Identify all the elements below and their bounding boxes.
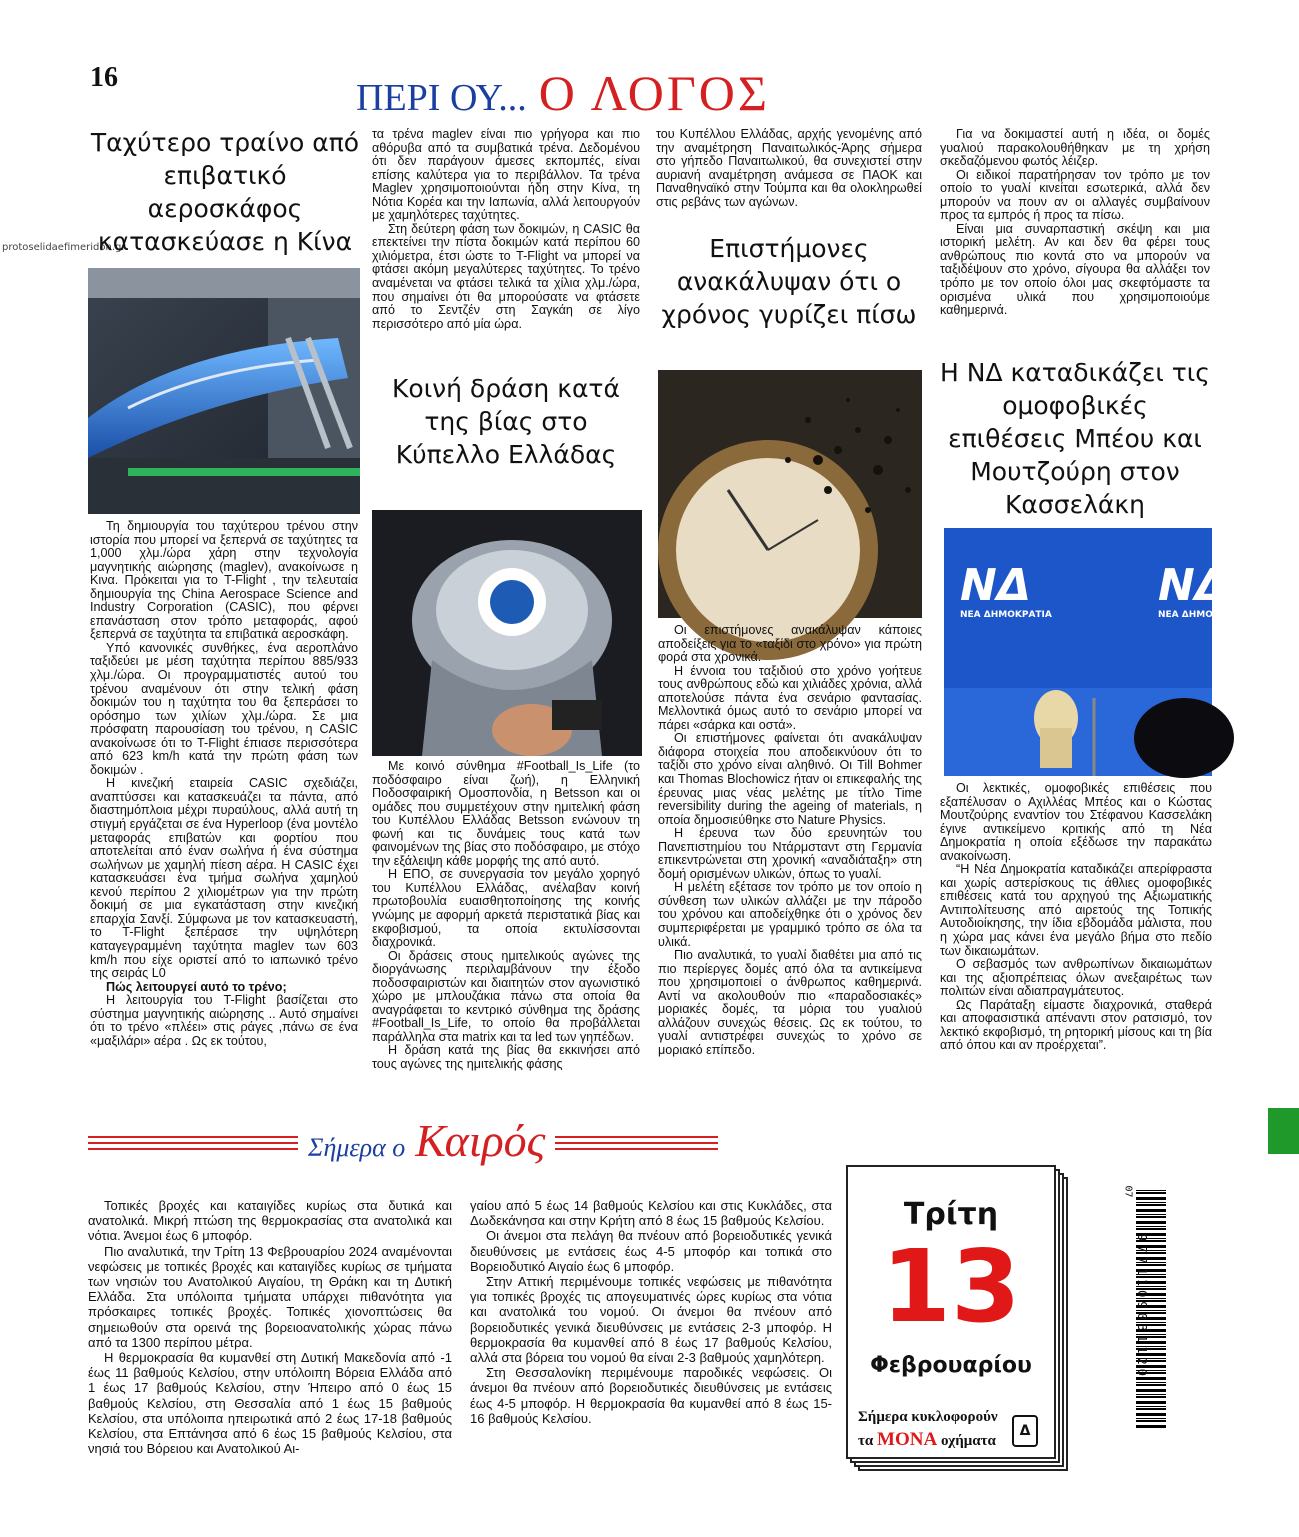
watermark: protoselidaefimeridon.gr bbox=[2, 242, 126, 253]
calendar-note-line2: τα ΜΟΝΑ οχήματα bbox=[858, 1429, 996, 1450]
nd-press-room-photo bbox=[944, 528, 1229, 776]
weather-title-big: Καιρός bbox=[415, 1115, 546, 1166]
weather-title bbox=[298, 1114, 555, 1167]
article-train-column2: τα τρένα maglev είναι πιο γρήγορα και πιο αθόρυβα από τα συμβατικά τρένα. Δεδομένου ότι δεν παράγουν άμεσες εκπομπές, είναι επίσης καλύτερα για το περιβάλλον. Τα τρένα Maglev χρησιμοποιούνται ήδη στην Κίνα, τη Νότια Κορέα και την Ιαπωνία, αλλά λειτουργούν με χαμηλότερες ταχύτητες. Στη δεύτερη φάση των δοκιμών, η CASIC θα επεκτείνει την πίστα δοκιμών κατά περίπου 60 χιλιόμετρα, έτσι ώστε το T-Flight να μπορεί να φτάσει ακόμη μεγαλύτερες ταχύτητες. Το τρένο αναμένεται να φτάσει τελικά τα χίλια χλμ./ώρα, που σημαίνει ότι θα μπορούσατε να φτάσετε από το Σεντζέν στη Σαγκάη σε λίγο περισσότερο από μία ώρα. bbox=[372, 127, 640, 331]
article-time-continued: Για να δοκιμαστεί αυτή η ιδέα, οι δομές γυαλιού παρακολουθήθηκαν με τη χρήση σκεδαζόμενου φωτός λέιζερ. Οι ειδικοί παρατήρησαν τον τρόπο με τον οποίο το γυαλί κινείται εσωτερικά, αλλά δεν μπορούν να πουν αν οι αλλαγές συμβαίνουν προς τα εμπρός ή προς τα πίσω. Είναι μια συναρπαστική σκέψη και μια ιστορική μελέτη. Αν και δεν θα φέρει τους ανθρώπους πιο κοντά στο να μπορούν να ταξιδέψουν στο χρόνο, σίγουρα θα αλλάξει τον τρόπο με τον οποίο όλοι μας σκεφτόμαστε τα ορισμένα υλικά που χρησιμοποιούμε καθημερινά. bbox=[940, 127, 1210, 318]
weather-section-banner bbox=[88, 1115, 718, 1166]
calendar-date: 13 bbox=[881, 1228, 1021, 1345]
nd-logo-right: ΝΔ bbox=[1158, 560, 1229, 611]
calendar-month: Φεβρουαρίου bbox=[870, 1353, 1032, 1378]
barcode-issue: 07 bbox=[1122, 1185, 1134, 1198]
masthead-right: Ο ΛΟΓΟΣ bbox=[538, 65, 771, 121]
article-train-subhead: Πώς λειτουργεί αυτό το τρένο; bbox=[106, 979, 287, 994]
nd-logo-left-sub: ΝΕΑ ΔΗΜΟΚΡΑΤΙΑ bbox=[960, 610, 1052, 620]
article-time-headline: Επιστήμονες ανακάλυψαν ότι ο χρόνος γυρίζει πίσω bbox=[661, 234, 917, 329]
calendar-day: Τρίτη bbox=[903, 1197, 999, 1232]
green-edge-tab bbox=[1268, 1108, 1299, 1154]
article-time-column: Οι επιστήμονες ανακάλυψαν κάποιες αποδείξεις για το «ταξίδι στο χρόνο» για πρώτη φορά στα χρονικά. Η έννοια του ταξιδιού στο χρόνο γοήτευε τους ανθρώπους εδώ και χιλιάδες χρόνια, αλλά αποτελούσε πάντα ένα σενάριο φαντασίας. Μελλοντικά όμως αυτό το σενάριο μπορεί να πάρει «σάρκα και οστά». Οι επιστήμονες φαίνεται ότι ανακάλυψαν διάφορα στοιχεία που αποδεικνύουν ότι το ταξίδι στο χρόνο είναι αληθινό. Οι Till Bohmer και Thomas Blochowicz ήταν οι επικεφαλής της έρευνας μιας νέας μελέτης με τίτλο Time reversibility during the ageing of materials, η οποία δημοσιεύθηκε στο Nature Physics. Η έρευνα των δύο ερευνητών του Πανεπιστημίου του Ντάρμσταντ στη Γερμανία επικεντρώνεται στη χρονική «αναδιάταξη» στη δομή ορισμένων υλικών, όπως το γυαλί. Η μελέτη εξέτασε τον τρόπο με τον οποίο η σύνθεση των υλικών αλλάζει με την πάροδο του χρόνου και αποδείχθηκε ότι ο χρόνος δεν συμπεριφέρεται με γραμμικό τρόπο σε όλα τα υλικά. Πιο αναλυτικά, το γυαλί διαθέτει μια από τις πιο περίεργες δομές από όλα τα αντικείμενα που χρησιμοποιεί ο άνθρωπος καθημερινά. Αντί να ακολουθούν πιο «παραδοσιακές» μοριακές δομές, τα μόρια του γυαλιού αλλάζουν συνεχώς θέσεις. Ως εκ τούτου, το γυαλί αντιστρέφει συνεχώς το χρόνο σε μοριακό επίπεδο. bbox=[658, 623, 922, 1057]
article-nd-headline: Η ΝΔ καταδικάζει τις ομοφοβικές επιθέσεις Μπέου και Μουτζούρη στον Κασσελάκη bbox=[940, 358, 1210, 519]
clock-disintegrating-photo bbox=[658, 370, 922, 618]
weather-column1: Τοπικές βροχές και καταιγίδες κυρίως στα δυτικά και ανατολικά. Μικρή πτώση της θερμοκρασίας στα ανατολικά και νότια. Άνεμοι έως 6 μποφόρ. Πιο αναλυτικά, την Τρίτη 13 Φεβρουαρίου 2024 αναμένονται νεφώσεις με τοπικές βροχές και καταιγίδες κυρίως σε τμήματα των νησιών του Ανατολικού Αιγαίου, τη Θράκη και τη Δυτική Ελλάδα. Στα υπόλοιπα τμήματα υπάρχει πιθανότητα για πρόσκαιρες τοπικές βροχές. Τοπικές χιονοπτώσεις θα σημειωθούν στα ορεινά της βορειοανατολικής χώρας πάνω από τα 1300 περίπου μέτρα. Η θερμοκρασία θα κυμανθεί στη Δυτική Μακεδονία από -1 έως 11 βαθμούς Κελσίου, στην υπόλοιπη Βόρεια Ελλάδα από 1 έως 17 βαθμούς Κελσίου, στην Ήπειρο από 0 έως 15 βαθμούς Κελσίου, στη Θεσσαλία από 1 έως 15 βαθμούς Κελσίου, στα υπόλοιπα ηπειρωτικά από 2 έως 17-18 βαθμούς Κελσίου, στα Επτάνησα από 6 έως 15 βαθμούς Κελσίου, στα νησιά του Βόρειου και Ανατολικού Αι- bbox=[88, 1198, 452, 1457]
calendar-note-line1: Σήμερα κυκλοφορούν bbox=[858, 1409, 998, 1425]
weather-title-small: Σήμερα ο bbox=[308, 1133, 406, 1162]
barcode-number: 9771109031120 bbox=[1135, 1234, 1149, 1380]
article-train-column1: Τη δημιουργία του ταχύτερου τρένου στην ιστορία που μπορεί να ξεπερνά σε ταχύτητες τα 1,000 χλμ./ώρα χάρη στην τεχνολογία μαγνητικής αιώρησης (maglev), ανακοίνωσε η Κινα. Πρόκειται για το T-Flight , την τελευταία δημιουργία της China Aerospace Science and Industry Corporation (CASIC), που φέρνει επανάσταση στον τρόπο μεταφοράς, αφού ξεπερνά σε ταχύτητα τα επιβατικά αεροσκάφη. Υπό κανονικές συνθήκες, ένα αεροπλάνο ταξιδεύει με μέση ταχύτητα περίπου 885/933 χλμ./ώρα. Οι προγραμματιστές αυτού του τρένου αναμένουν ότι στην τελική φάση δοκιμών του η ταχύτητα του θα ξεπεράσει το ορόσημο των χιλίων χλμ./ώρα. Σε μια πρόσφατη παρουσίαση του τρένου, η CASIC ανακοίνωσε ότι το T-Flight έπιασε περισσότερα από 623 km/h κατά την πρώτη φάση των δοκιμών . Η κινεζική εταιρεία CASIC σχεδιάζει, αναπτύσσει και κατασκευάζει τα πάντα, από διαστημόπλοια μέχρι πυραύλους, αλλά αυτή τη στιγμή εργάζεται σε ένα Hyperloop (ένα μοντέλο μεταφοράς επιβατών και φορτίου που αποτελείται από έναν σωλήνα ή ένα σύστημα σωλήνων με χαμηλή πίεση αέρα. Η CASIC έχει κατασκευάσει ένα τμήμα σωλήνα χαμηλού κενού περίπου 2 χιλιομέτρων για την πρώτη δοκιμή σε μια εγκατάσταση στην κινεζική επαρχία Σανξί. Σύμφωνα με τον κατασκευαστή, το T-Flight ξεπέρασε την υψηλότερη καταγεγραμμένη ταχύτητα maglev των 603 km/h που είχε οριστεί από το ιαπωνικό τρένο της σειράς L0 Πώς λειτουργεί αυτό το τρένο; Η λειτουργία του T-Flight βασίζεται στο σύστημα μαγνητικής αιώρησης .. Αυτό σημαίνει ότι το τρένο «πλέει» στις ράγες ,πάνω σε ένα «μαξιλάρι» αέρα . Ως εκ τούτου, bbox=[90, 519, 358, 1048]
calendar-date-box bbox=[846, 1165, 1056, 1459]
page-number: 16 bbox=[90, 62, 118, 93]
maglev-train-photo bbox=[88, 268, 360, 514]
greek-cup-trophy-photo bbox=[372, 510, 642, 756]
weather-column2: γαίου από 5 έως 14 βαθμούς Κελσίου και στις Κυκλάδες, στα Δωδεκάνησα και στην Κρήτη από 8 έως 15 βαθμούς Κελσίου. Οι άνεμοι στα πελάγη θα πνέουν από βορειοδυτικές γενικά διευθύνσεις με εντάσεις έως 4-5 μποφόρ και τοπικά στο Βορειοδυτικό Αιγαίο έως 6 μποφόρ. Στην Αττική περιμένουμε τοπικές νεφώσεις με πιθανότητα για τοπικές βροχές τις απογευματινές ώρες κυρίως στα νότια και ανατολικά του νομού. Οι άνεμοι θα πνέουν από βορειοδυτικές γενικά διευθύνσεις με εντάσεις 2-3 μποφόρ. Η θερμοκρασία θα κυμανθεί από 8 έως 17 βαθμούς Κελσίου, αλλά στα βόρεια του νομού θα είναι 2-3 βαθμούς χαμηλότερη. Στη Θεσσαλονίκη περιμένουμε παροδικές νεφώσεις. Οι άνεμοι θα πνέουν από βορειοδυτικές διευθύνσεις με εντάσεις έως 4-5 μποφόρ. Η θερμοκρασία θα κυμανθεί από 8 έως 15-16 βαθμούς Κελσίου. bbox=[470, 1198, 832, 1426]
nd-logo-left: ΝΔ bbox=[960, 560, 1031, 611]
calendar-note-badge: Δ bbox=[1012, 1415, 1038, 1447]
article-train-headline: Ταχύτερο τραίνο από επιβατικό αεροσκάφος κατασκεύασε η Κίνα bbox=[90, 128, 360, 256]
article-cup-column: Με κοινό σύνθημα #Football_Is_Life (το ποδόσφαιρο είναι ζωή), η Ελληνική Ποδοσφαιρική Ομοσπονδία, η Betsson και οι ομάδες που συμμετέχουν στην ημιτελική φάση του Κυπέλλου Ελλάδας Betsson ενώνουν τη φωνή και τις δυνάμεις τους κατά των φαινομένων της βίας στο ποδόσφαιρο, με στόχο την εξάλειψη κάθε μορφής της από αυτό. Η ΕΠΟ, σε συνεργασία τον μεγάλο χορηγό του Κυπέλλου Ελλάδας, ανέλαβαν κοινή πρωτοβουλία ευαισθητοποίησης της κοινής γνώμης με αφορμή αρκετά περιστατικά βίας και εκφοβισμού, τα οποία εκτυλίσσονται διαχρονικά. Οι δράσεις στους ημιτελικούς αγώνες της διοργάνωσης περιλαμβάνουν την έξοδο ποδοσφαιριστών και διαιτητών στον αγωνιστικό χώρο με μπλουζάκια πάνω στα οποία θα αναγράφεται το κεντρικό σύνθημα της δράσης #Football_Is_Life, το οποίο θα προβάλλεται παράλληλα στα matrix και τα led των γηπέδων. Η δράση κατά της βίας θα εκκινήσει από τους αγώνες της ημιτελικής φάσης bbox=[372, 759, 640, 1072]
article-cup-headline: Κοινή δράση κατά της βίας στο Κύπελλο Ελλάδας bbox=[392, 374, 620, 469]
article-cup-continued: του Κυπέλλου Ελλάδας, αρχής γενομένης από την αναμέτρηση Παναιτωλικός-Άρης σήμερα στο γήπεδο Παναιτωλικού, θα συνεχιστεί στην αυριανή αναμέτρηση ανάμεσα σε ΠΑΟΚ και Παναθηναϊκό στην Τούμπα και θα ολοκληρωθεί στις ρεβάνς των αγώνων. bbox=[656, 127, 922, 209]
barcode bbox=[1122, 1185, 1166, 1430]
nd-logo-right-sub: ΝΕΑ ΔΗΜΟΚ bbox=[1158, 610, 1220, 620]
article-nd-column: Οι λεκτικές, ομοφοβικές επιθέσεις που εξαπέλυσαν ο Αχιλλέας Μπέος και ο Κώστας Μουτζούρης εναντίον του Στέφανου Κασσελάκη έγινε αντικείμενο κριτικής από τη Νέα Δημοκρατία η οποία εξέδωσε την παρακάτω ανακοίνωση. “Η Νέα Δημοκρατία καταδικάζει απερίφραστα και χωρίς αστερίσκους τις άθλιες ομοφοβικές επιθέσεις κατά του αρχηγού της Αξιωματικής Αντιπολίτευσης από αιρετούς της Τοπικής Αυτοδιοίκησης, την ίδια εβδομάδα μάλιστα, που η χώρα μας κάνει ένα μεγάλο βήμα στο πεδίο των δικαιωμάτων. Ο σεβασμός των ανθρωπίνων δικαιωμάτων και της αξιοπρέπειας όλων ανεξαιρέτως των πολιτών είναι αδιαπραγμάτευτος. Ως Παράταξη είμαστε διαχρονικά, σταθερά και αποφασιστικά απέναντι στον ρατσισμό, τον λεκτικό εκφοβισμό, τη ρητορική μίσους και τη βία από όπου και αν προέρχεται”. bbox=[940, 781, 1212, 1053]
calendar-vehicles-note bbox=[852, 1405, 1044, 1455]
section-masthead bbox=[356, 64, 770, 122]
masthead-left: ΠΕΡΙ ΟΥ... bbox=[356, 77, 527, 119]
